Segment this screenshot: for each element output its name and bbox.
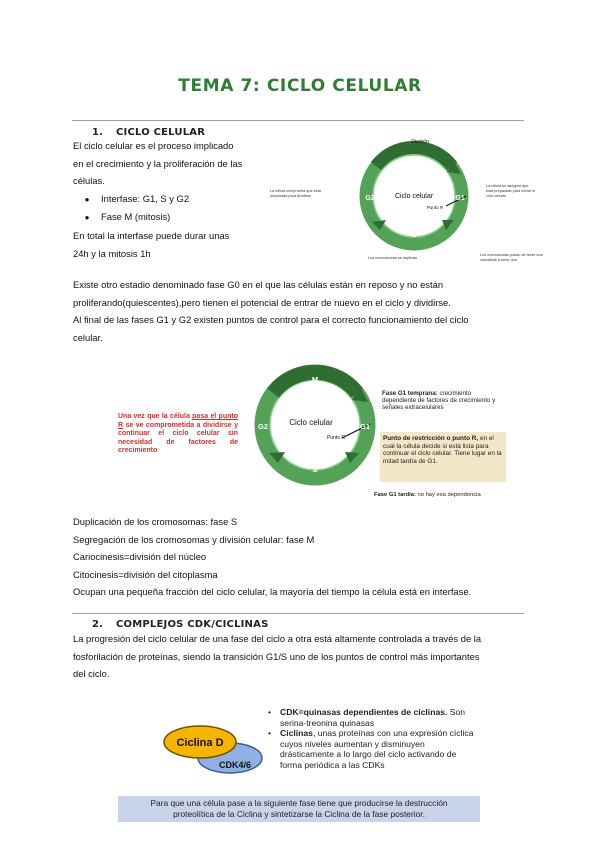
section-1-paragraph [73, 276, 469, 346]
right-note-line: ciclo celular [486, 194, 506, 198]
cdk-label: CDK4/6 [218, 760, 252, 770]
page-title: TEMA 7: CICLO CELULAR [178, 76, 422, 96]
punto-restriccion-box: Punto de restricción o punto R, en el cual la célula decide si está lista para continuar el ciclo celular. Tiene lugar en la mitad tardía de G1. [380, 432, 506, 482]
text-line: proliferando(quiescentes),pero tienen el potencial de entrar de nuevo en el ciclo y dividirse. [73, 296, 451, 308]
bullet-icon: • [268, 707, 272, 717]
bullet-item: ● Fase M (mitosis) [73, 208, 242, 227]
punto-r-label: Punto R [426, 205, 444, 210]
footer-line: Para que una célula pase a la siguiente fase tiene que producirse la destrucción [150, 798, 448, 808]
text-line: Segregación de los cromosomas y división celular: fase M [73, 533, 315, 545]
phase-s-label: S [411, 232, 417, 239]
text-line: La progresión del ciclo celular de una fase del ciclo a otra está altamente controlada a través de la [73, 633, 482, 644]
text-line: celular. [73, 331, 103, 343]
text-line: Citocinesis=división del citoplasma [73, 568, 218, 580]
left-note-line: La célula comprueba que está [270, 189, 321, 193]
text-line: En total la interfase puede durar unas [73, 229, 230, 241]
division-label: División [411, 139, 429, 145]
g1-temprana-note: Fase G1 temprana: crecimiento dependiente de factores de crecimiento y señales extracelulares [382, 390, 496, 411]
title-divider [72, 120, 524, 121]
text-line: Al final de las fases G1 y G2 existen puntos de control para el correcto funcionamiento del ciclo [73, 314, 469, 326]
punto-r-label: Punto R [326, 435, 346, 441]
right-note-line: está preparada para iniciar el [486, 189, 536, 193]
section-2-divider [72, 613, 524, 614]
section-2-title: COMPLEJOS CDK/CICLINAS [116, 619, 269, 630]
cycle-center-label: Ciclo celular [394, 193, 434, 200]
right-note-line: La célula se asegura que [486, 184, 529, 188]
phase-s-label: S [312, 465, 318, 474]
bottom-right-note-line: Los cromosomas pasan de tener una [480, 253, 543, 257]
phase-m-label: M [411, 156, 417, 163]
text-line: Cariocinesis=división del núcleo [73, 551, 207, 563]
cdk-bullet-1: • CDK=quinasas dependientes de ciclinas. Son serina-treonina quinasas [268, 707, 466, 728]
cdk-bullets [268, 707, 478, 771]
section-2-number: 2. [92, 619, 104, 630]
cell-cycle-diagram-1 [268, 134, 582, 268]
section-1-title: CICLO CELULAR [116, 127, 206, 138]
phase-g1-label: G1 [359, 422, 371, 431]
bullet-icon: ● [84, 213, 90, 223]
punto-r-red-note: Una vez que la célula pasa el punto R se ve comprometida a dividirse y continuar el ciclo celular sin necesidad de factores de crecimiento [118, 413, 238, 455]
cdk-bullet-2: • Ciclinas, unas proteínas con una expresión cíclica cuyos niveles aumentan y disminuyen drásticamente a lo largo del ciclo activando de forma periódica a las CDKs [268, 728, 474, 770]
section-2-paragraph [73, 630, 481, 683]
left-note-line: preparada para dividirse [270, 194, 311, 198]
section-1-list [73, 513, 471, 601]
phase-g2-label: G2 [365, 195, 375, 202]
ciclina-label: Ciclina D [176, 737, 224, 749]
text-line: del ciclo. [73, 668, 110, 680]
section-1-number: 1. [92, 127, 104, 138]
section-1-intro [73, 137, 242, 262]
phase-g1-label: G1 [455, 195, 465, 202]
phase-g2-label: G2 [257, 422, 269, 431]
text-line: Ocupan una pequeña fracción del ciclo celular, la mayoría del tiempo la célula está en interfase. [73, 586, 472, 598]
bottom-right-note-line: cromátida a tener dos [480, 258, 517, 262]
cell-cycle-diagram-2 [118, 360, 508, 506]
bottom-left-note: Los cromosomas se duplican [368, 256, 418, 260]
cdk-footer-box [118, 796, 480, 822]
text-line: en el crecimiento y la proliferación de las [73, 157, 243, 169]
bullet-icon: ● [84, 194, 90, 204]
bullet-icon: • [268, 728, 272, 739]
text-line: células. [73, 175, 105, 187]
cyclin-cdk-complex-illustration [160, 718, 270, 798]
section-2-heading [92, 619, 268, 630]
text-line: Duplicación de los cromosomas: fase S [73, 516, 238, 527]
cell-cycle-ring-1 [268, 134, 582, 268]
text-line: Existe otro estadio denominado fase G0 en el que las células están en reposo y no están [73, 279, 444, 290]
footer-line: proteolítica de la Ciclina y sintetizarse la Ciclina de la fase posterior. [173, 809, 425, 819]
text-line: El ciclo celular es el proceso implicado [73, 140, 234, 151]
cycle-center-label: Ciclo celular [289, 418, 333, 427]
g1-tardia-note: Fase G1 tardía: no hay esa dependencia [374, 492, 481, 498]
punto-r-underlined: pasa el punto R [118, 413, 238, 429]
bullet-item: ● Interfase: G1, S y G2 [73, 190, 242, 209]
text-line: fosforilación de proteínas, siendo la transición G1/S uno de los puntos de control más importantes [73, 650, 480, 662]
phase-m-label: M [311, 375, 319, 384]
text-line: 24h y la mitosis 1h [73, 247, 151, 259]
cdk-cyclin-figure [118, 690, 480, 822]
